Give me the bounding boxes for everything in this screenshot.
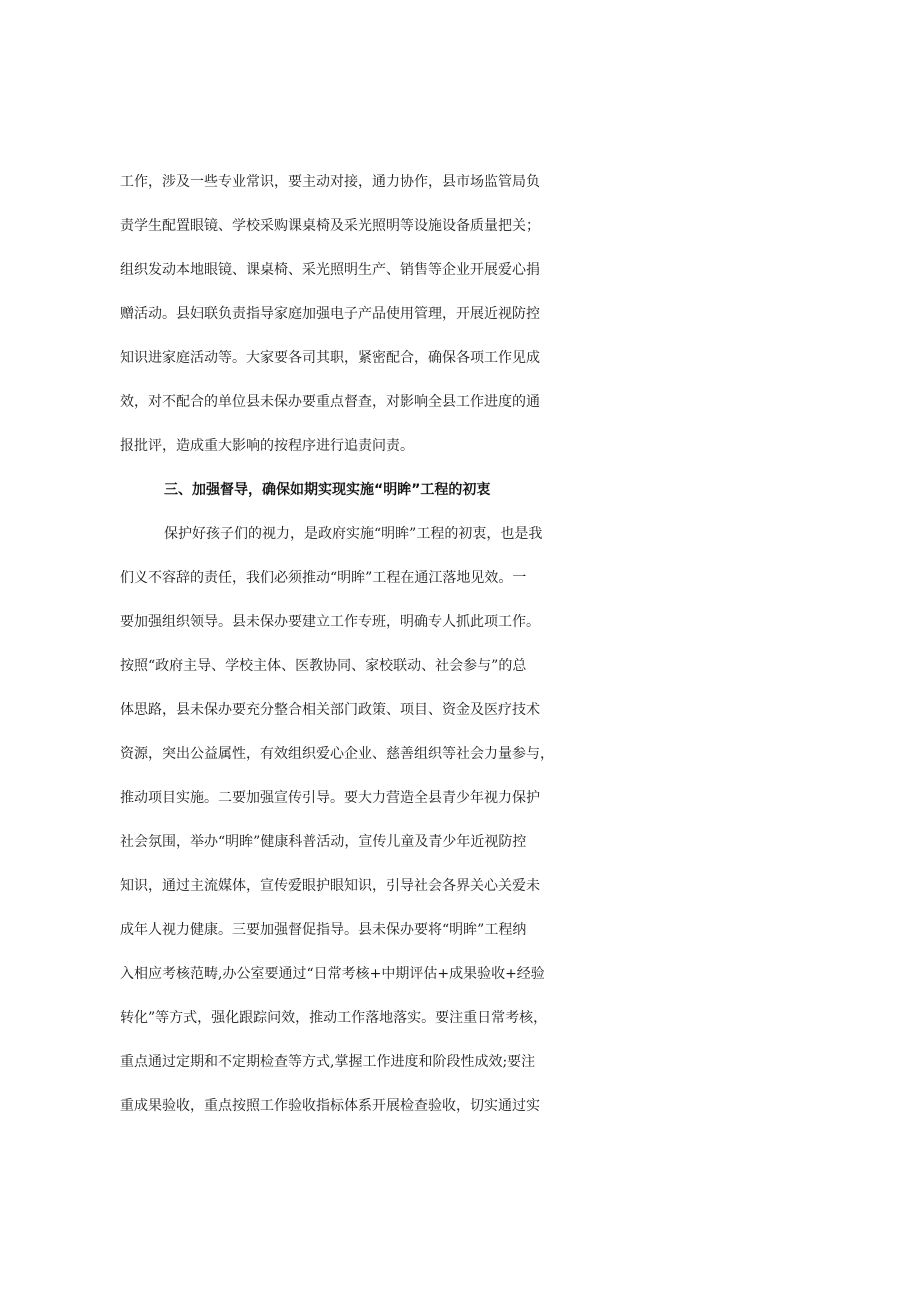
text-line: 社会氛围，举办“明眸”健康科普活动，宣传儿童及青少年近视防控	[120, 834, 527, 850]
text-line: 工作，涉及一些专业常识，要主动对接，通力协作，县市场监管局负	[120, 174, 540, 190]
text-line: 组织发动本地眼镜、课桌椅、采光照明生产、销售等企业开展爱心捐	[120, 262, 540, 278]
text-line: 报批评，造成重大影响的按程序进行追责问责。	[120, 438, 414, 454]
text-line: 资源，突出公益属性，有效组织爱心企业、慈善组织等社会力量参与，	[120, 746, 554, 762]
text-line: 体思路，县未保办要充分整合相关部门政策、项目、资金及医疗技术	[120, 702, 540, 718]
text-line: 重点通过定期和不定期检查等方式,掌握工作进度和阶段性成效;要注	[120, 1054, 536, 1070]
text-line: 知识，通过主流媒体，宣传爱眼护眼知识，引导社会各界关心关爱未	[120, 878, 540, 894]
text-line: 入相应考核范畴,办公室要通过“日常考核+中期评估+成果验收+经验	[120, 966, 545, 982]
text-line: 责学生配置眼镜、学校采购课桌椅及采光照明等设施设备质量把关；	[120, 218, 540, 234]
text-line: 知识进家庭活动等。大家要各司其职，紧密配合，确保各项工作见成	[120, 350, 540, 366]
section-heading: 三、加强督导，确保如期实现实施“明眸”工程的初衷	[164, 482, 491, 498]
text-line: 们义不容辞的责任，我们必须推动“明眸”工程在通江落地见效。一	[120, 570, 527, 586]
text-line: 效，对不配合的单位县未保办要重点督查，对影响全县工作进度的通	[120, 394, 540, 410]
text-line: 按照“政府主导、学校主体、医教协同、家校联动、社会参与”的总	[120, 658, 527, 674]
text-line: 重成果验收，重点按照工作验收指标体系开展检查验收，切实通过实	[120, 1098, 540, 1114]
text-line: 赠活动。县妇联负责指导家庭加强电子产品使用管理，开展近视防控	[120, 306, 540, 322]
text-line: 保护好孩子们的视力，是政府实施“明眸”工程的初衷，也是我	[164, 526, 543, 542]
text-line: 推动项目实施。二要加强宣传引导。要大力营造全县青少年视力保护	[120, 790, 540, 806]
text-line: 转化”等方式，强化跟踪问效，推动工作落地落实。要注重日常考核，	[120, 1010, 548, 1026]
text-line: 成年人视力健康。三要加强督促指导。县未保办要将“明眸”工程纳	[120, 922, 527, 938]
text-line: 要加强组织领导。县未保办要建立工作专班，明确专人抓此项工作。	[120, 614, 540, 630]
